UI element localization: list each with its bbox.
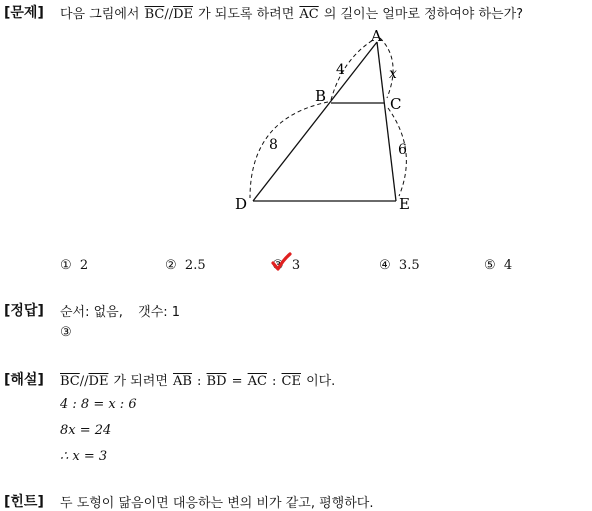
- hint-tag: [힌트]: [4, 494, 44, 510]
- triangle-figure: [0, 0, 592, 250]
- solution-bc: $\overline{BC}$: [60, 374, 80, 389]
- point-b-label: B: [315, 87, 327, 105]
- length-ac-label: x: [389, 66, 397, 82]
- arc-bd: [250, 102, 328, 198]
- answer-order-label: 순서: 없음,: [60, 305, 123, 320]
- point-e-label: E: [399, 195, 410, 213]
- question-part3: 의 길이는 얼마로 정하여야 하는가?: [323, 7, 524, 22]
- choice-3-number: ③: [272, 258, 284, 273]
- parallel-symbol: //: [164, 7, 174, 22]
- choice-1[interactable]: [60, 258, 88, 273]
- solution-equals: =: [231, 374, 243, 389]
- solution-ce: $\overline{CE}$: [281, 374, 301, 389]
- line-ad: [253, 42, 377, 201]
- choice-3-value: 3: [291, 258, 301, 273]
- choice-1-value: 2: [79, 258, 89, 273]
- solution-tag: [해설]: [4, 372, 44, 388]
- choice-2[interactable]: [165, 258, 206, 273]
- solution-bd: $\overline{BD}$: [206, 374, 227, 389]
- choice-5-value: 4: [503, 258, 513, 273]
- solution-line-1: [60, 370, 335, 389]
- point-c-label: C: [390, 95, 402, 113]
- point-a-label: A: [371, 27, 382, 45]
- choice-4-value: 3.5: [398, 258, 420, 273]
- segment-de: $\overline{DE}$: [173, 7, 194, 22]
- question-part2: 가 되도록 하려면: [198, 7, 295, 22]
- choice-2-value: 2.5: [184, 258, 206, 273]
- choice-1-number: ①: [60, 258, 72, 273]
- solution-parallel: //: [79, 374, 89, 389]
- answer-tag: [정답]: [4, 303, 44, 319]
- length-ab-label: 4: [336, 62, 345, 78]
- solution-ac: $\overline{AC}$: [247, 374, 267, 389]
- solution-line-2: 4 : 8 = x : 6: [60, 397, 137, 412]
- solution-line-4: ∴ x = 3: [60, 449, 108, 464]
- solution-colon-1: :: [197, 374, 202, 389]
- question-part1: 다음 그림에서: [60, 7, 140, 22]
- segment-bc: $\overline{BC}$: [144, 7, 165, 22]
- answer-value: ③: [60, 325, 72, 340]
- choice-4[interactable]: [379, 258, 420, 273]
- solution-de: $\overline{DE}$: [88, 374, 109, 389]
- answer-count-label: 갯수: 1: [138, 305, 181, 320]
- problem-tag: [문제]: [4, 5, 44, 21]
- choice-5-number: ⑤: [484, 258, 496, 273]
- choice-4-number: ④: [379, 258, 391, 273]
- solution-line-3: 8x = 24: [60, 423, 112, 438]
- answer-meta: [60, 301, 180, 320]
- segment-ac: $\overline{AC}$: [299, 7, 319, 22]
- choice-2-number: ②: [165, 258, 177, 273]
- check-mark-icon: [270, 252, 294, 274]
- solution-colon-2: :: [272, 374, 277, 389]
- solution-text-1: 가 되려면: [113, 374, 168, 389]
- length-ce-label: 6: [398, 142, 407, 158]
- hint-text: 두 도형이 닮음이면 대응하는 변의 비가 같고, 평행하다.: [60, 496, 374, 511]
- solution-ab: $\overline{AB}$: [173, 374, 192, 389]
- choice-5[interactable]: [484, 258, 512, 273]
- point-d-label: D: [235, 195, 248, 213]
- solution-text-2: 이다.: [306, 374, 336, 389]
- length-bd-label: 8: [269, 137, 278, 153]
